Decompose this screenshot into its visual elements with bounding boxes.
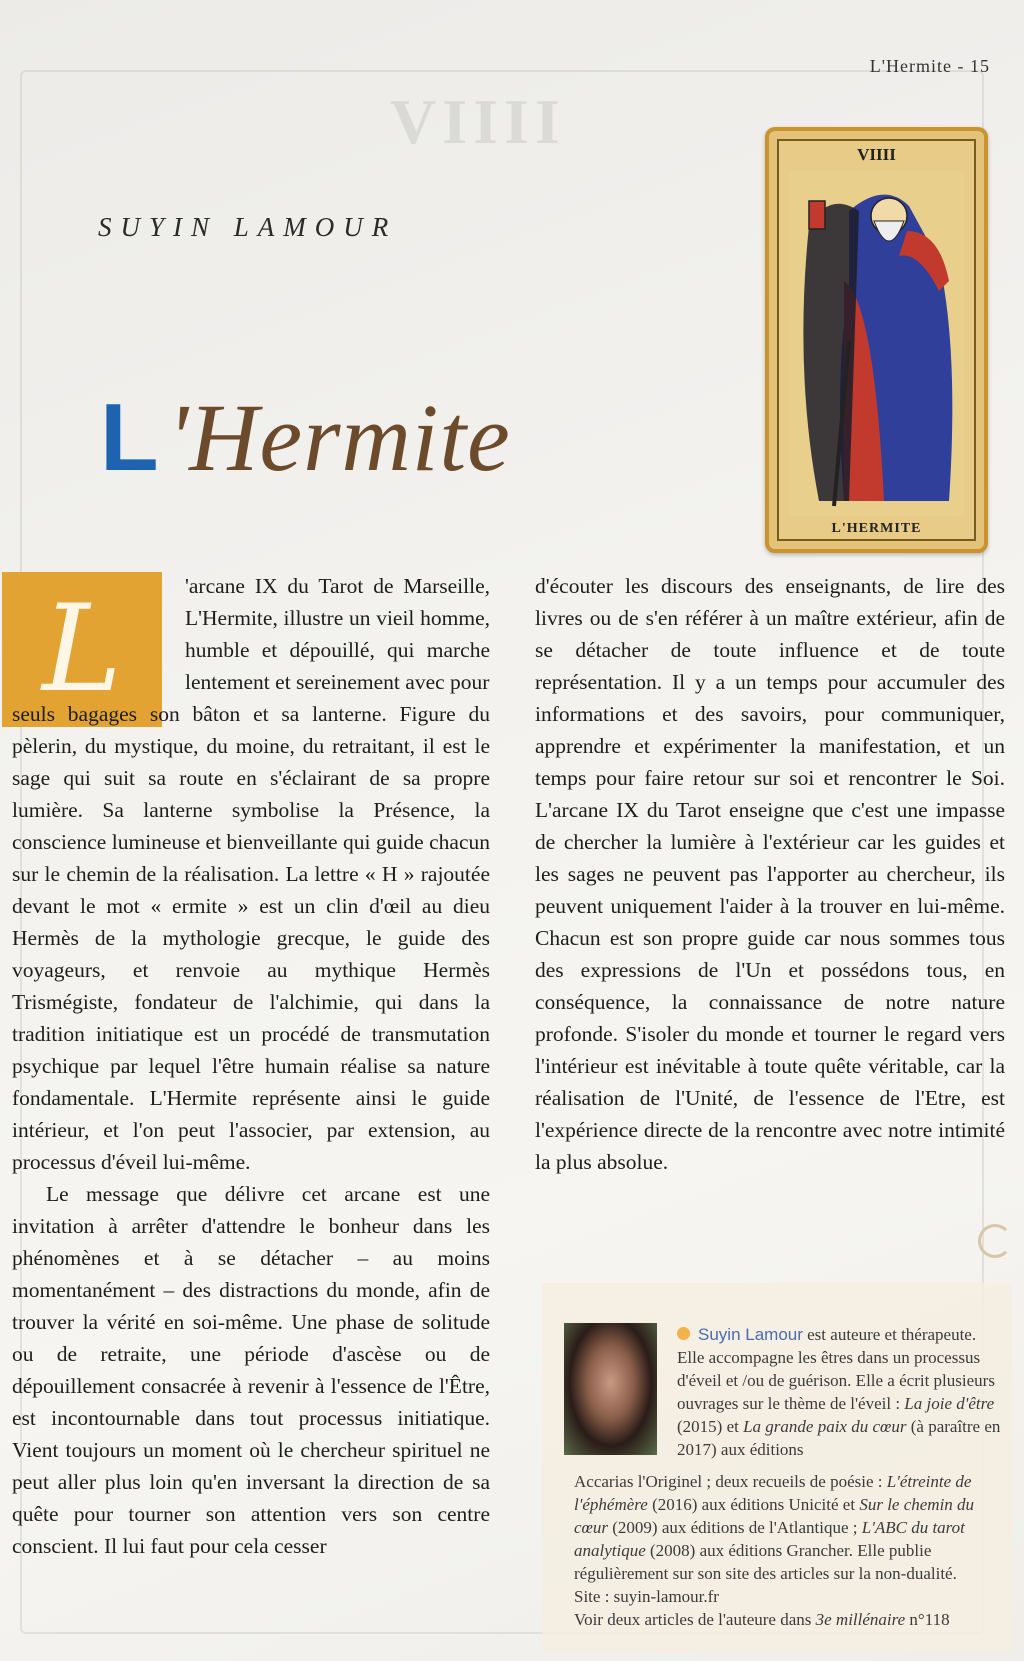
article-title — [100, 384, 511, 491]
bio-text-1: est auteure et thérapeute. Elle accompagne les êtres dans un processus d'éveil et /ou de guérison. Elle a écrit plusieurs ouvrages sur le thème de l'éveil : — [677, 1325, 995, 1413]
author-name: SUYIN LAMOUR — [98, 212, 398, 242]
bio-book-2: La grande paix du cœur — [743, 1417, 907, 1436]
right-column — [535, 570, 1005, 1178]
bio-text-2: (2015) et — [677, 1417, 744, 1436]
tarot-card-image — [765, 127, 988, 553]
background-numeral: VIIII — [390, 86, 566, 157]
bio-book-1: La joie d'être — [904, 1394, 995, 1413]
title-initial: L — [100, 384, 160, 491]
paragraph-1-start: 'arcane IX du Tarot de Marseille, L'Hermite, illustre un vieil homme, humble et dépouillé, qui marche lentement et sereinement avec pour — [185, 574, 490, 694]
paragraph-1-rest: seuls bagages son bâton et sa lanterne. Figure du pèlerin, du mystique, du moine, du retraitant, il est le sage qui suit sa route en s'éclairant de sa propre lumière. Sa lanterne symbolise la Présence, la conscience lumineuse et bienveillante qui guide chacun sur le chemin de la réalisation. La lettre « H » rajoutée devant le mot « ermite » est un clin d'œil au dieu Hermès de la mythologie grecque, le guide des voyageurs, et renvoie au mythique Hermès Trismégiste, fondateur de l'alchimie, qui dans la tradition initiatique est un procédé de transmutation psychique par lequel l'être humain réalise sa nature fondamentale. L'Hermite représente ainsi le guide intérieur, et l'on peut l'associer, par extension, au processus d'éveil lui-même. — [12, 702, 490, 1174]
card-inner — [777, 139, 976, 541]
card-numeral: VIIII — [857, 145, 896, 164]
right-column-text: d'écouter les discours des enseignants, de lire des livres ou de s'en référer à un maître extérieur, afin de se détacher de toute influence et de toute représentation. Il y a un temps pour accumuler des informations et des savoirs, pour communiquer, apprendre et expérimenter la manifestation, et un temps pour faire retour sur soi et rencontrer le Soi. L'arcane IX du Tarot enseigne que c'est une impasse de chercher la lumière à l'extérieur car les guides et les sages ne peuvent pas l'apporter au chercheur, ils peuvent uniquement l'aider à la trouver en lui-même. Chacun est son propre guide car nous sommes tous des expressions de l'Un et possédons tous, en conséquence, la connaissance de notre nature profonde. S'isoler du monde et tourner le regard vers l'intérieur est inévitable à toute quête véritable, car la réalisation de l'Unité, de l'essence de l'Etre, est l'expérience directe de la rencontre avec notre intimité la plus absolue. — [535, 574, 1005, 1174]
bio-text-4: Accarias l'Originel ; deux recueils de poésie : — [574, 1472, 887, 1491]
running-head: L'Hermite - 15 — [869, 56, 990, 76]
author-bio-box — [542, 1283, 1012, 1653]
title-rest: 'Hermite — [167, 384, 511, 491]
card-name: L'HERMITE — [831, 521, 922, 536]
bio-text-5: (2016) aux éditions Unicité et — [647, 1495, 860, 1514]
drop-cap-letter: L — [42, 580, 122, 719]
swirl-ornament-icon — [978, 1224, 1012, 1258]
bio-author-name: Suyin Lamour — [698, 1325, 803, 1344]
bio-rest-text — [574, 1470, 1004, 1631]
paragraph-2: Le message que délivre cet arcane est une invitation à arrêter d'attendre le bonheur dans les phénomènes et à se détacher – au moins momentanément – des distractions du monde, afin de trouver la vérité en soi-même. Une phase de solitude ou de retraite, une période d'ascèse ou de dépouillement consacrée à revenir à l'essence de l'Être, est incontournable dans tout processus initiatique. Vient toujours un moment où le chercheur spirituel ne peut aller plus loin qu'en inversant la direction de sa quête pour tourner son attention vers son centre conscient. Il lui faut pour cela cesser — [12, 1182, 490, 1558]
bio-book-3: L'étreinte de l'éphémère — [574, 1472, 972, 1514]
bio-issue: n°118 — [905, 1610, 950, 1629]
bio-text-6: (2009) aux éditions de l'Atlantique ; — [608, 1518, 862, 1537]
author-photo — [564, 1323, 657, 1455]
bio-website: Site : suyin-lamour.fr — [574, 1587, 719, 1606]
bullet-dot-icon — [677, 1327, 690, 1340]
bio-see-also: Voir deux articles de l'auteure dans — [574, 1610, 816, 1629]
hermit-illustration — [789, 171, 964, 516]
bio-text-7: (2008) aux éditions Grancher. Elle publie régulièrement sur son site des articles sur la non-dualité. — [574, 1541, 957, 1583]
bio-text-3: (à paraître en 2017) aux éditions — [677, 1417, 1001, 1459]
bio-head-text — [677, 1323, 1004, 1461]
bio-magazine: 3e millénaire — [815, 1610, 906, 1629]
bio-book-5: L'ABC du tarot analytique — [574, 1518, 965, 1560]
bio-book-4: Sur le chemin du cœur — [574, 1495, 975, 1537]
left-column — [12, 570, 490, 1562]
